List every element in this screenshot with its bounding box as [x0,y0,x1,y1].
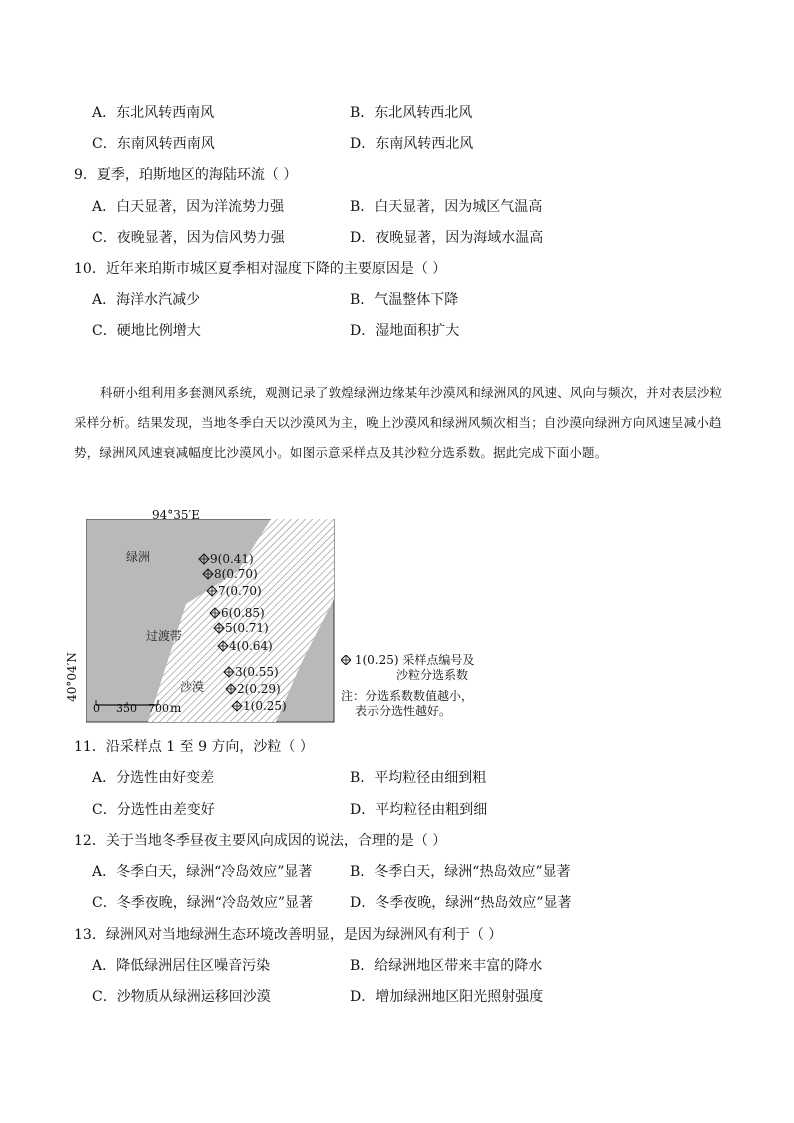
q9-option-a: A．白天显著，因为洋流势力强 [92,199,285,215]
q13-option-c: C．沙物质从绿洲运移回沙漠 [92,989,271,1005]
label-oasis: 绿洲 [126,550,151,564]
q11-option-a: A．分选性由好变差 [92,770,215,786]
q13-option-a: A．降低绿洲居住区噪音污染 [92,958,271,974]
legend-line2: 沙粒分选系数 [396,668,469,682]
label-transition: 过渡带 [146,629,183,643]
q10-option-a: A．海洋水汽减少 [92,292,201,308]
q11-stem: 11．沿采样点 1 至 9 方向，沙粒（ ） [74,739,314,755]
q12-option-c: C．冬季夜晚，绿洲“冷岛效应”显著 [92,895,314,911]
sample-point-label: 3(0.55) [235,665,279,679]
legend-note1: 注：分选系数数值越小， [341,689,474,703]
q13-option-d: D．增加绿洲地区阳光照射强度 [350,989,544,1005]
q12-option-b: B．冬季白天，绿洲“热岛效应”显著 [350,864,571,880]
q11-option-d: D．平均粒径由粗到细 [350,802,488,818]
sample-point-label: 4(0.64) [229,639,273,653]
scale-end: 700 [148,702,169,715]
q9-option-c: C．夜晚显著，因为信风势力强 [92,230,285,246]
sample-point-label: 1(0.25) [243,699,287,713]
q10-option-b: B．气温整体下降 [350,292,459,308]
legend-line1: 采样点编号及 [402,653,475,667]
sample-point-label: 7(0.70) [218,584,262,598]
q9-stem: 9．夏季，珀斯地区的海陆环流（ ） [74,167,298,183]
sample-point-label: 8(0.70) [214,567,258,581]
sample-point-icon [341,655,351,665]
q9-option-d: D．夜晚显著，因为海域水温高 [350,230,544,246]
q8-option-b: B．东北风转西北风 [350,105,473,121]
sample-point-label: 6(0.85) [221,606,265,620]
scale-mid: 350 [116,702,137,715]
scale-unit: m [170,701,182,715]
map-legend [341,653,474,719]
q12-option-d: D．冬季夜晚，绿洲“热岛效应”显著 [350,895,572,911]
legend-note2: 表示分选性越好。 [355,704,452,718]
q10-option-d: D．湿地面积扩大 [350,323,460,339]
latitude-label: 40°04′N [65,652,79,702]
reading-passage: 科研小组利用多套测风系统，观测记录了敦煌绿洲边缘某年沙漠风和绿洲风的风速、风向与频次，并对表层沙粒采样分析。结果发现，当地冬季白天以沙漠风为主，晚上沙漠风和绿洲风频次相当；自沙漠向绿洲方向风速呈减小趋势，绿洲风风速衰减幅度比沙漠风小。如图示意采样点及其沙粒分选系数。据此完成下面小题。 [74,385,723,460]
q12-option-a: A．冬季白天，绿洲“冷岛效应”显著 [92,864,313,880]
sample-point-label: 5(0.71) [225,621,269,635]
q8-option-a: A．东北风转西南风 [92,105,215,121]
scale-zero: 0 [93,702,100,715]
q8-option-d: D．东南风转西北风 [350,136,474,152]
q12-stem: 12．关于当地冬季昼夜主要风向成因的说法，合理的是（ ） [74,833,447,849]
q13-stem: 13．绿洲风对当地绿洲生态环境改善明显，是因为绿洲风有利于（ ） [74,927,503,943]
legend-sample: 1(0.25) [354,653,399,667]
longitude-label: 94°35′E [152,508,201,522]
q11-option-b: B．平均粒径由细到粗 [350,770,487,786]
sample-point-label: 2(0.29) [237,682,281,696]
sampling-map [86,519,336,724]
q13-option-b: B．给绿洲地区带来丰富的降水 [350,958,543,974]
sample-point-label: 9(0.41) [210,552,254,566]
q10-option-c: C．硬地比例增大 [92,323,201,339]
q9-option-b: B．白天显著，因为城区气温高 [350,199,543,215]
label-desert: 沙漠 [180,680,205,694]
q8-option-c: C．东南风转西南风 [92,136,215,152]
q10-stem: 10．近年来珀斯市城区夏季相对湿度下降的主要原因是（ ） [74,261,447,277]
q11-option-c: C．分选性由差变好 [92,802,215,818]
